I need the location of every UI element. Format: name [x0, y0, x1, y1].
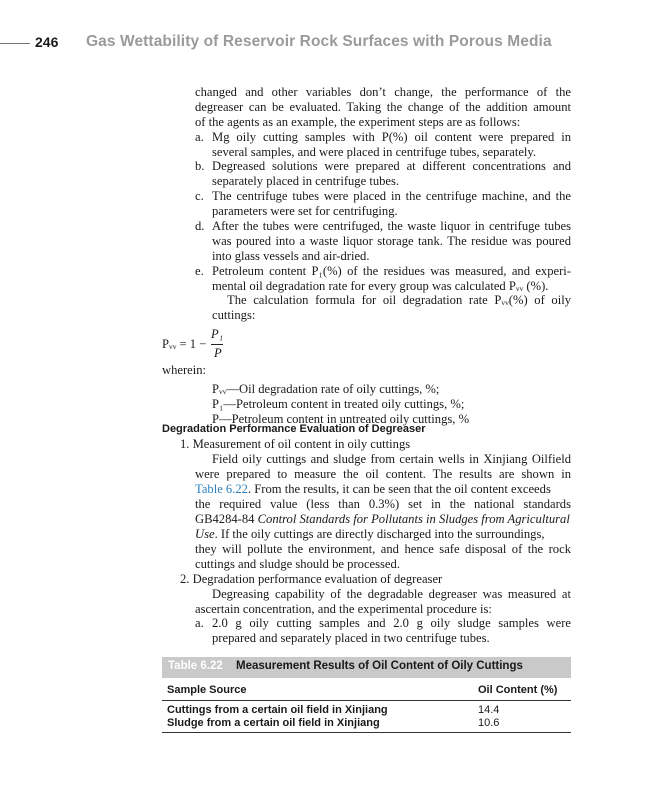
table-header-cell: Sample Source	[167, 684, 247, 696]
table-cell: Sludge from a certain oil field in Xinjiang	[167, 717, 380, 729]
table-title: Measurement Results of Oil Content of Oily Cuttings	[236, 660, 523, 672]
item1-line: Table 6.22. From the results, it can be seen that the oil content exceeds	[195, 482, 551, 496]
step-line: Petroleum content P₁(%) of the residues was measured, and experi-	[212, 264, 571, 278]
formula-denominator: P	[214, 346, 222, 360]
step-line: several samples, and were placed in centrifuge tubes, separately.	[212, 145, 537, 159]
calc-line: cuttings:	[212, 308, 256, 322]
item1-line: GB4284-84 Control Standards for Pollutants in Sludges from Agricultural	[195, 512, 570, 526]
item1-line: were prepared to measure the oil content. The results are shown in	[195, 467, 571, 481]
step-marker: d.	[195, 219, 205, 233]
intro-line: degreaser can be evaluated. Taking the change of the addition amount	[195, 100, 571, 114]
table-link[interactable]: Table 6.22	[195, 482, 248, 496]
step-line: mental oil degradation rate for every group was calculated Pᵥᵥ (%).	[212, 279, 549, 293]
fraction-bar	[211, 344, 223, 345]
running-title: Gas Wettability of Reservoir Rock Surfaces with Porous Media	[86, 33, 552, 50]
intro-line: changed and other variables don’t change, the performance of the	[195, 85, 571, 99]
table-rule	[162, 700, 571, 701]
formula-lhs: Pᵥᵥ = 1 −	[162, 337, 207, 351]
formula-numerator: P₁	[211, 327, 224, 341]
definition-line: Pᵥᵥ—Oil degradation rate of oily cuttings, %;	[212, 382, 440, 396]
step-marker: a.	[195, 130, 204, 144]
step-marker: e.	[195, 264, 204, 278]
table-header-cell: Oil Content (%)	[478, 684, 558, 696]
item1-line: cuttings and sludge should be processed.	[195, 557, 400, 571]
item-title: 1. Measurement of oil content in oily cuttings	[180, 437, 411, 451]
item1-line: Field oily cuttings and sludge from certain wells in Xinjiang Oilfield	[212, 452, 571, 466]
item-title: 2. Degradation performance evaluation of degreaser	[180, 572, 443, 586]
item2-line: Degreasing capability of the degradable degreaser was measured at	[212, 587, 571, 601]
table-cell: 14.4	[478, 704, 500, 716]
definition-line: P₁—Petroleum content in treated oily cuttings, %;	[212, 397, 465, 411]
sub-line: prepared and separately placed in two centrifuge tubes.	[212, 631, 490, 645]
step-line: separately placed in centrifuge tubes.	[212, 174, 400, 188]
step-marker: c.	[195, 189, 204, 203]
header-rule	[0, 43, 30, 44]
item1-line: they will pollute the environment, and hence safe disposal of the rock	[195, 542, 571, 556]
step-line: After the tubes were centrifuged, the waste liquor in centrifuge tubes	[212, 219, 571, 233]
definition-line: P—Petroleum content in untreated oily cuttings, %	[212, 412, 470, 426]
item2-line: ascertain concentration, and the experimental procedure is:	[195, 602, 492, 616]
step-line: The centrifuge tubes were placed in the centrifuge machine, and the	[212, 189, 571, 203]
step-line: Mg oily cutting samples with P(%) oil content were prepared in	[212, 130, 571, 144]
intro-line: of the agents as an example, the experiment steps are as follows:	[195, 115, 521, 129]
step-line: into glass vessels and air-dried.	[212, 249, 370, 263]
calc-line: The calculation formula for oil degradation rate Pᵥᵥ(%) of oily	[227, 293, 571, 307]
table-rule	[162, 732, 571, 733]
table-cell: Cuttings from a certain oil field in Xinjiang	[167, 704, 388, 716]
step-line: Degreased solutions were prepared at different concentrations and	[212, 159, 571, 173]
table-caption-band	[162, 657, 571, 678]
wherein-label: wherein:	[162, 363, 207, 377]
table-label: Table 6.22	[168, 660, 223, 672]
item1-line: the required value (less than 0.3%) set in the national standards	[195, 497, 571, 511]
step-line: was poured into a waste liquor storage tank. The residue was poured	[212, 234, 571, 248]
page-number: 246	[35, 34, 59, 50]
sub-line: 2.0 g oily cutting samples and 2.0 g oily sludge samples were	[212, 616, 571, 630]
item1-line: Use. If the oily cuttings are directly discharged into the surroundings,	[195, 527, 545, 541]
step-marker: b.	[195, 159, 205, 173]
section-heading: Degradation Performance Evaluation of Degreaser	[162, 423, 426, 435]
table-cell: 10.6	[478, 717, 500, 729]
sub-marker: a.	[195, 616, 204, 630]
step-line: parameters were set for centrifuging.	[212, 204, 398, 218]
